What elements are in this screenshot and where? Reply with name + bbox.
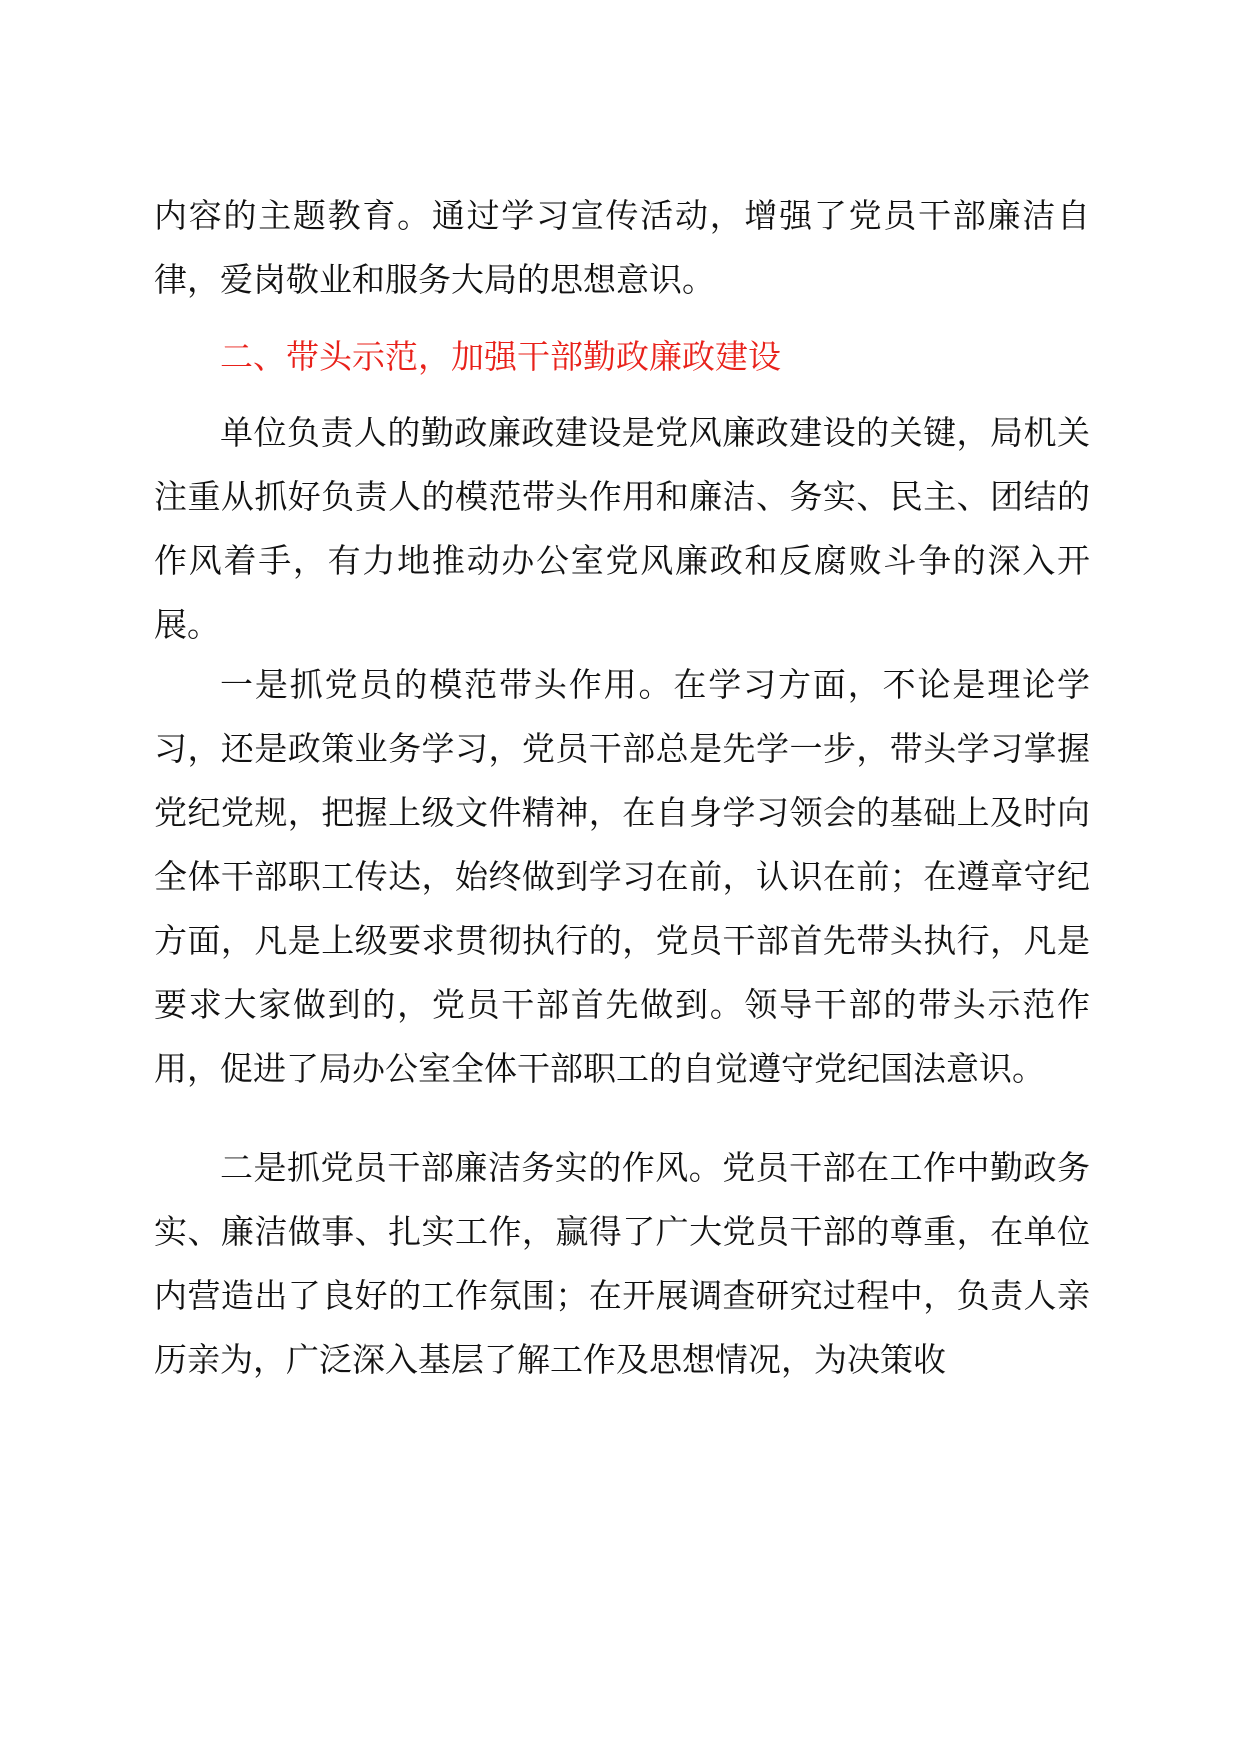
paragraph-continuation: 内容的主题教育。通过学习宣传活动，增强了党员干部廉洁自律，爱岗敬业和服务大局的思想意识。 xyxy=(154,196,1090,299)
section-heading: 二、带头示范，加强干部勤政廉政建设 xyxy=(220,337,781,376)
paragraph-leadership: 单位负责人的勤政廉政建设是党风廉政建设的关键，局机关注重从抓好负责人的模范带头作用和廉洁、务实、民主、团结的作风着手，有力地推动办公室党风廉政和反腐败斗争的深入开展。 xyxy=(154,413,1090,644)
paragraph-clean-style: 二是抓党员干部廉洁务实的作风。党员干部在工作中勤政务实、廉洁做事、扎实工作，赢得了广大党员干部的尊重，在单位内营造出了良好的工作氛围；在开展调查研究过程中，负责人亲历亲为，广泛深入基层了解工作及思想情况，为决策收 xyxy=(154,1148,1090,1379)
paragraph-model-role: 一是抓党员的模范带头作用。在学习方面，不论是理论学习，还是政策业务学习，党员干部总是先学一步，带头学习掌握党纪党规，把握上级文件精神，在自身学习领会的基础上及时向全体干部职工传达，始终做到学习在前，认识在前；在遵章守纪方面，凡是上级要求贯彻执行的，党员干部首先带头执行，凡是要求大家做到的，党员干部首先做到。领导干部的带头示范作用，促进了局办公室全体干部职工的自觉遵守党纪国法意识。 xyxy=(154,665,1090,1088)
